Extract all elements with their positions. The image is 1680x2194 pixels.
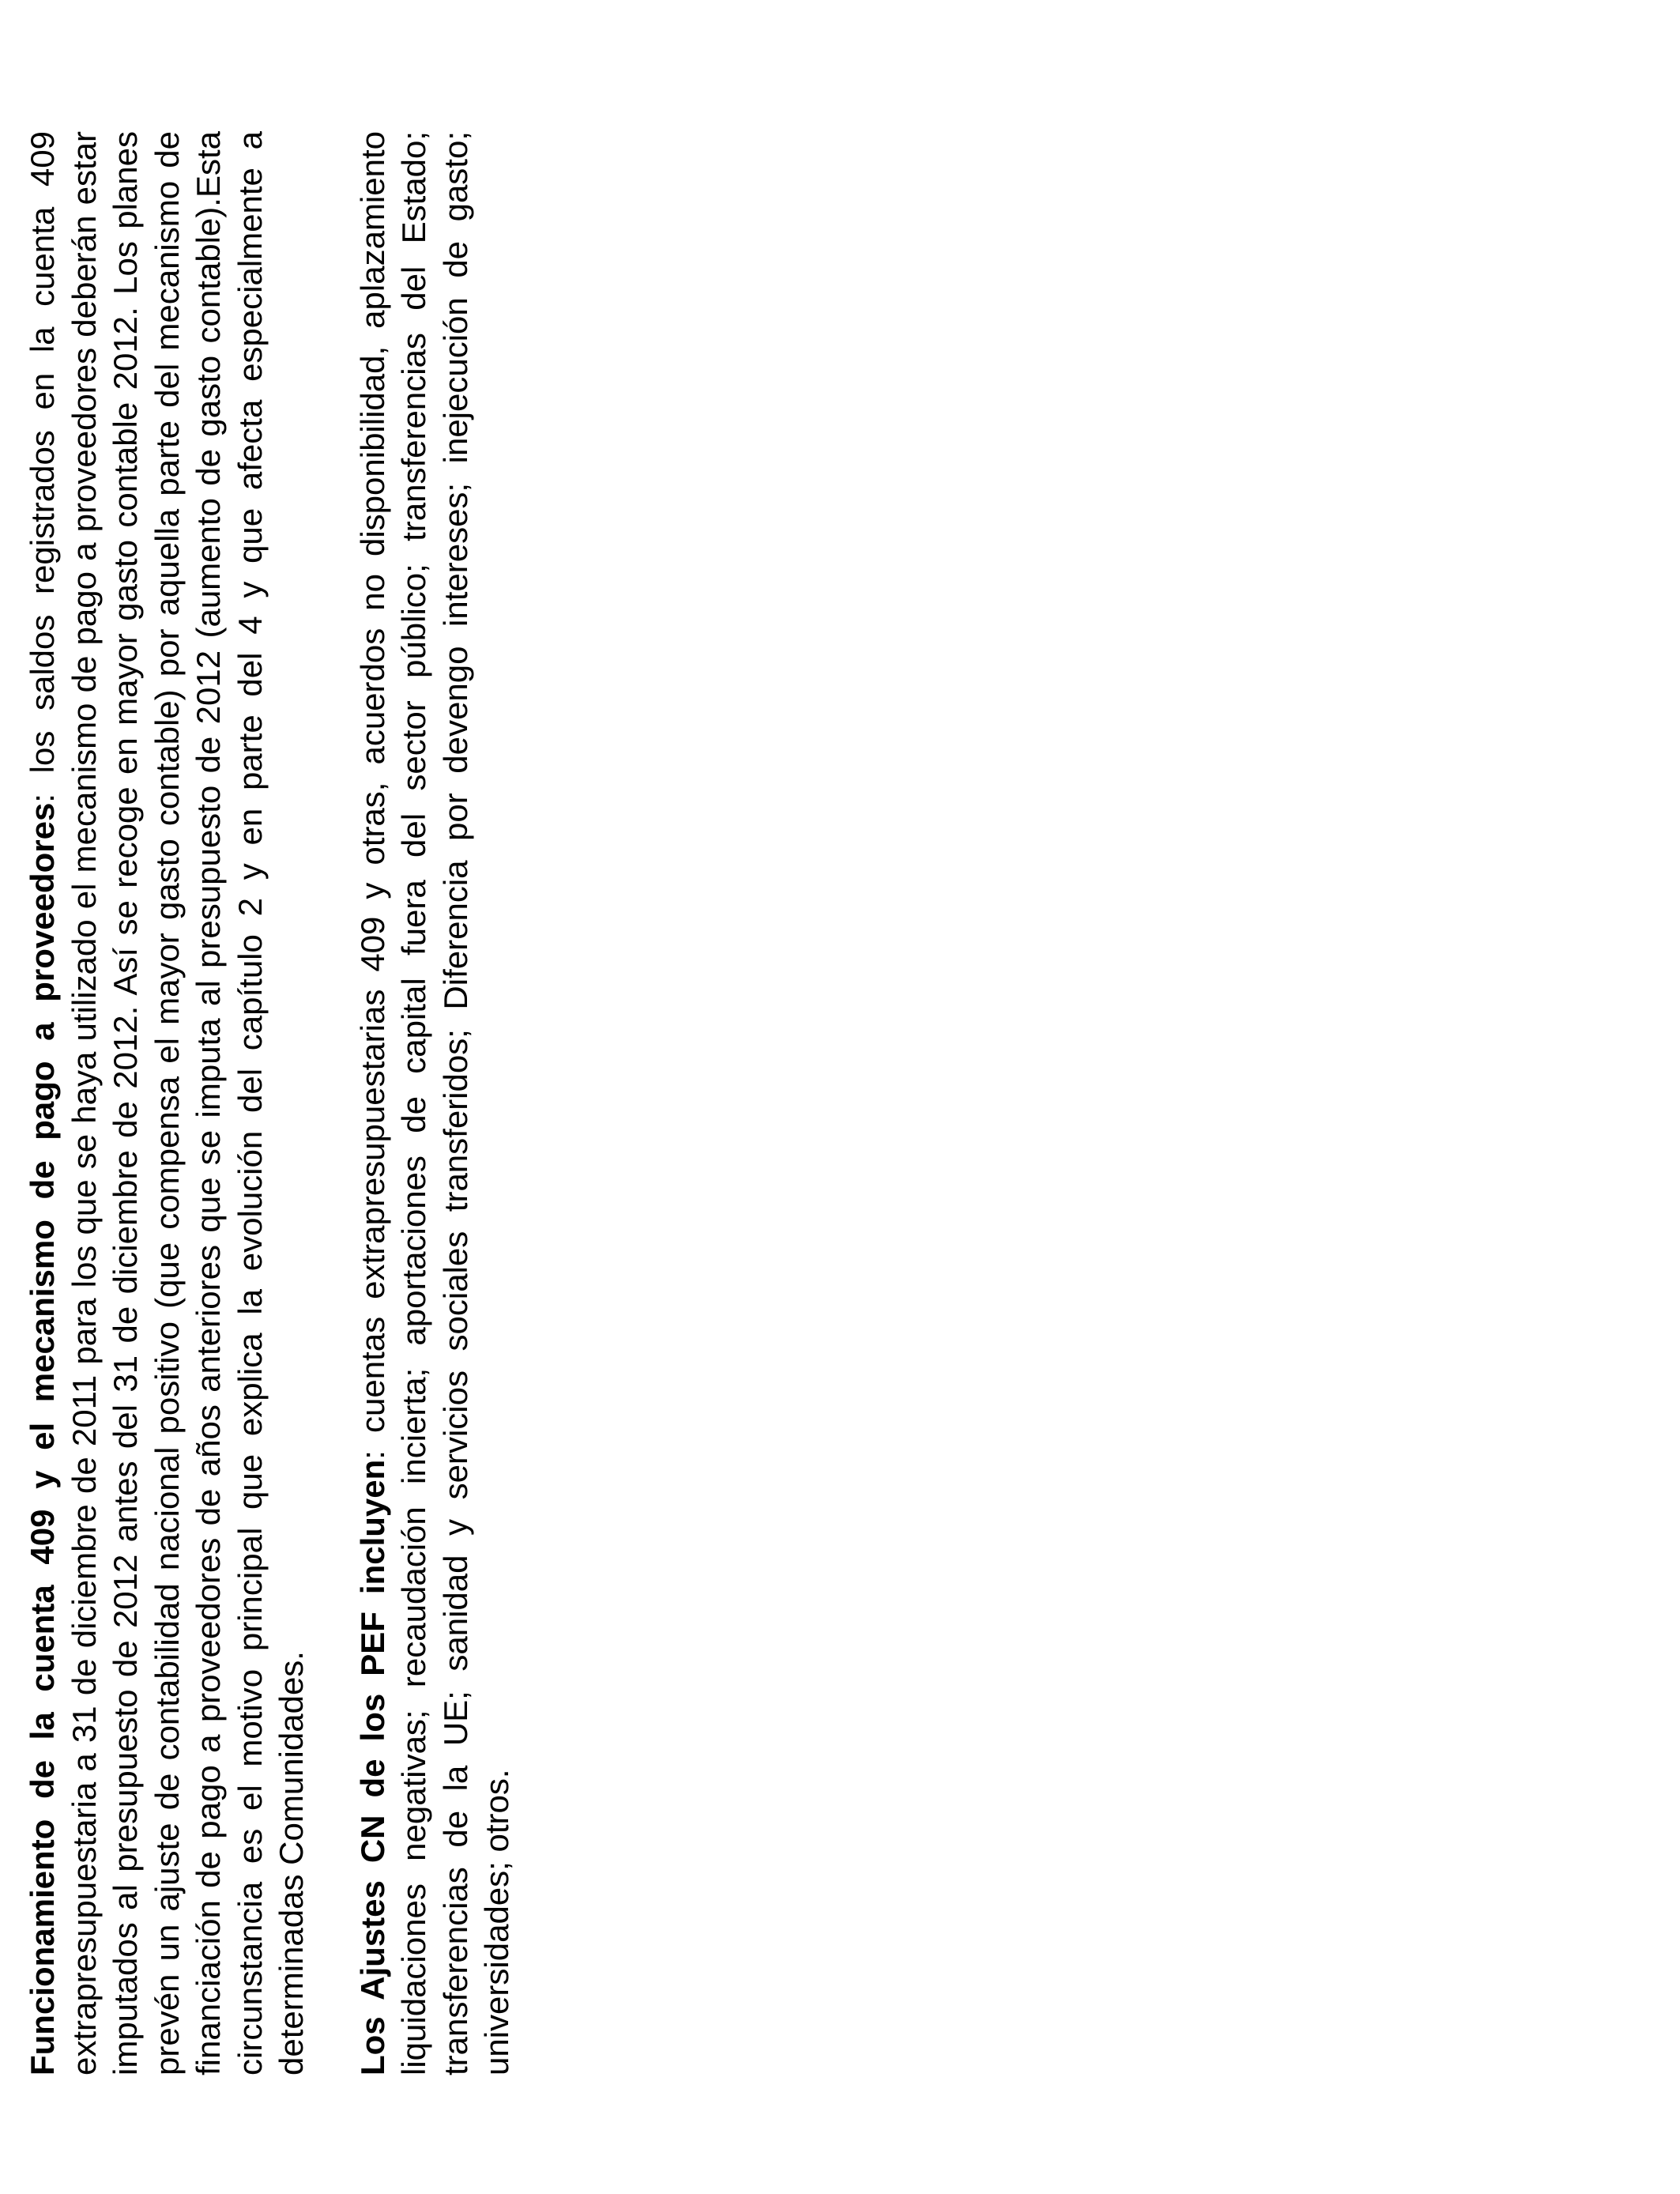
paragraph-text: : los saldos registrados en la cuenta 409 extrapresupuestaria a 31 de diciembre de 2011 para los que se haya utilizado el mecanismo de pago a proveedores deberán estar imputados al presupuesto de 2012 antes del 31 de diciembre de 2012. Así se recoge en mayor gasto contable 2012. Los planes prevén un ajuste de contabilidad nacional positivo (que compensa el mayor gasto contable) por aquella parte del mecanismo de financiación de pago a proveedores de años anteriores que se imputa al presupuesto de 2012 (aumento de gasto contable).Esta circunstancia es el motivo principal que explica la evolución del capítulo 2 y en parte del 4 y que afecta especialmente a determinadas Comunidades. bbox=[24, 130, 310, 2075]
document-body bbox=[22, 131, 558, 2075]
paragraph-text: : cuentas extrapresupuestarias 409 y otras, acuerdos no disponibilidad, aplazamiento liquidaciones negativas; recaudación incierta; aportaciones de capital fuera del sector público; transferencias del Estado; transferencias de la UE; sanidad y servicios sociales transferidos; Diferencia por devengo intereses; inejecución de gasto; universidades; otros. bbox=[353, 130, 515, 2075]
paragraph-heading: Funcionamiento de la cuenta 409 y el mecanismo de pago a proveedores bbox=[24, 802, 61, 2075]
paragraph-ajustes-cn bbox=[352, 131, 518, 2075]
paragraph-cuenta-409 bbox=[22, 131, 313, 2075]
paragraph-heading: Los Ajustes CN de los PEF incluyen bbox=[353, 1459, 391, 2075]
